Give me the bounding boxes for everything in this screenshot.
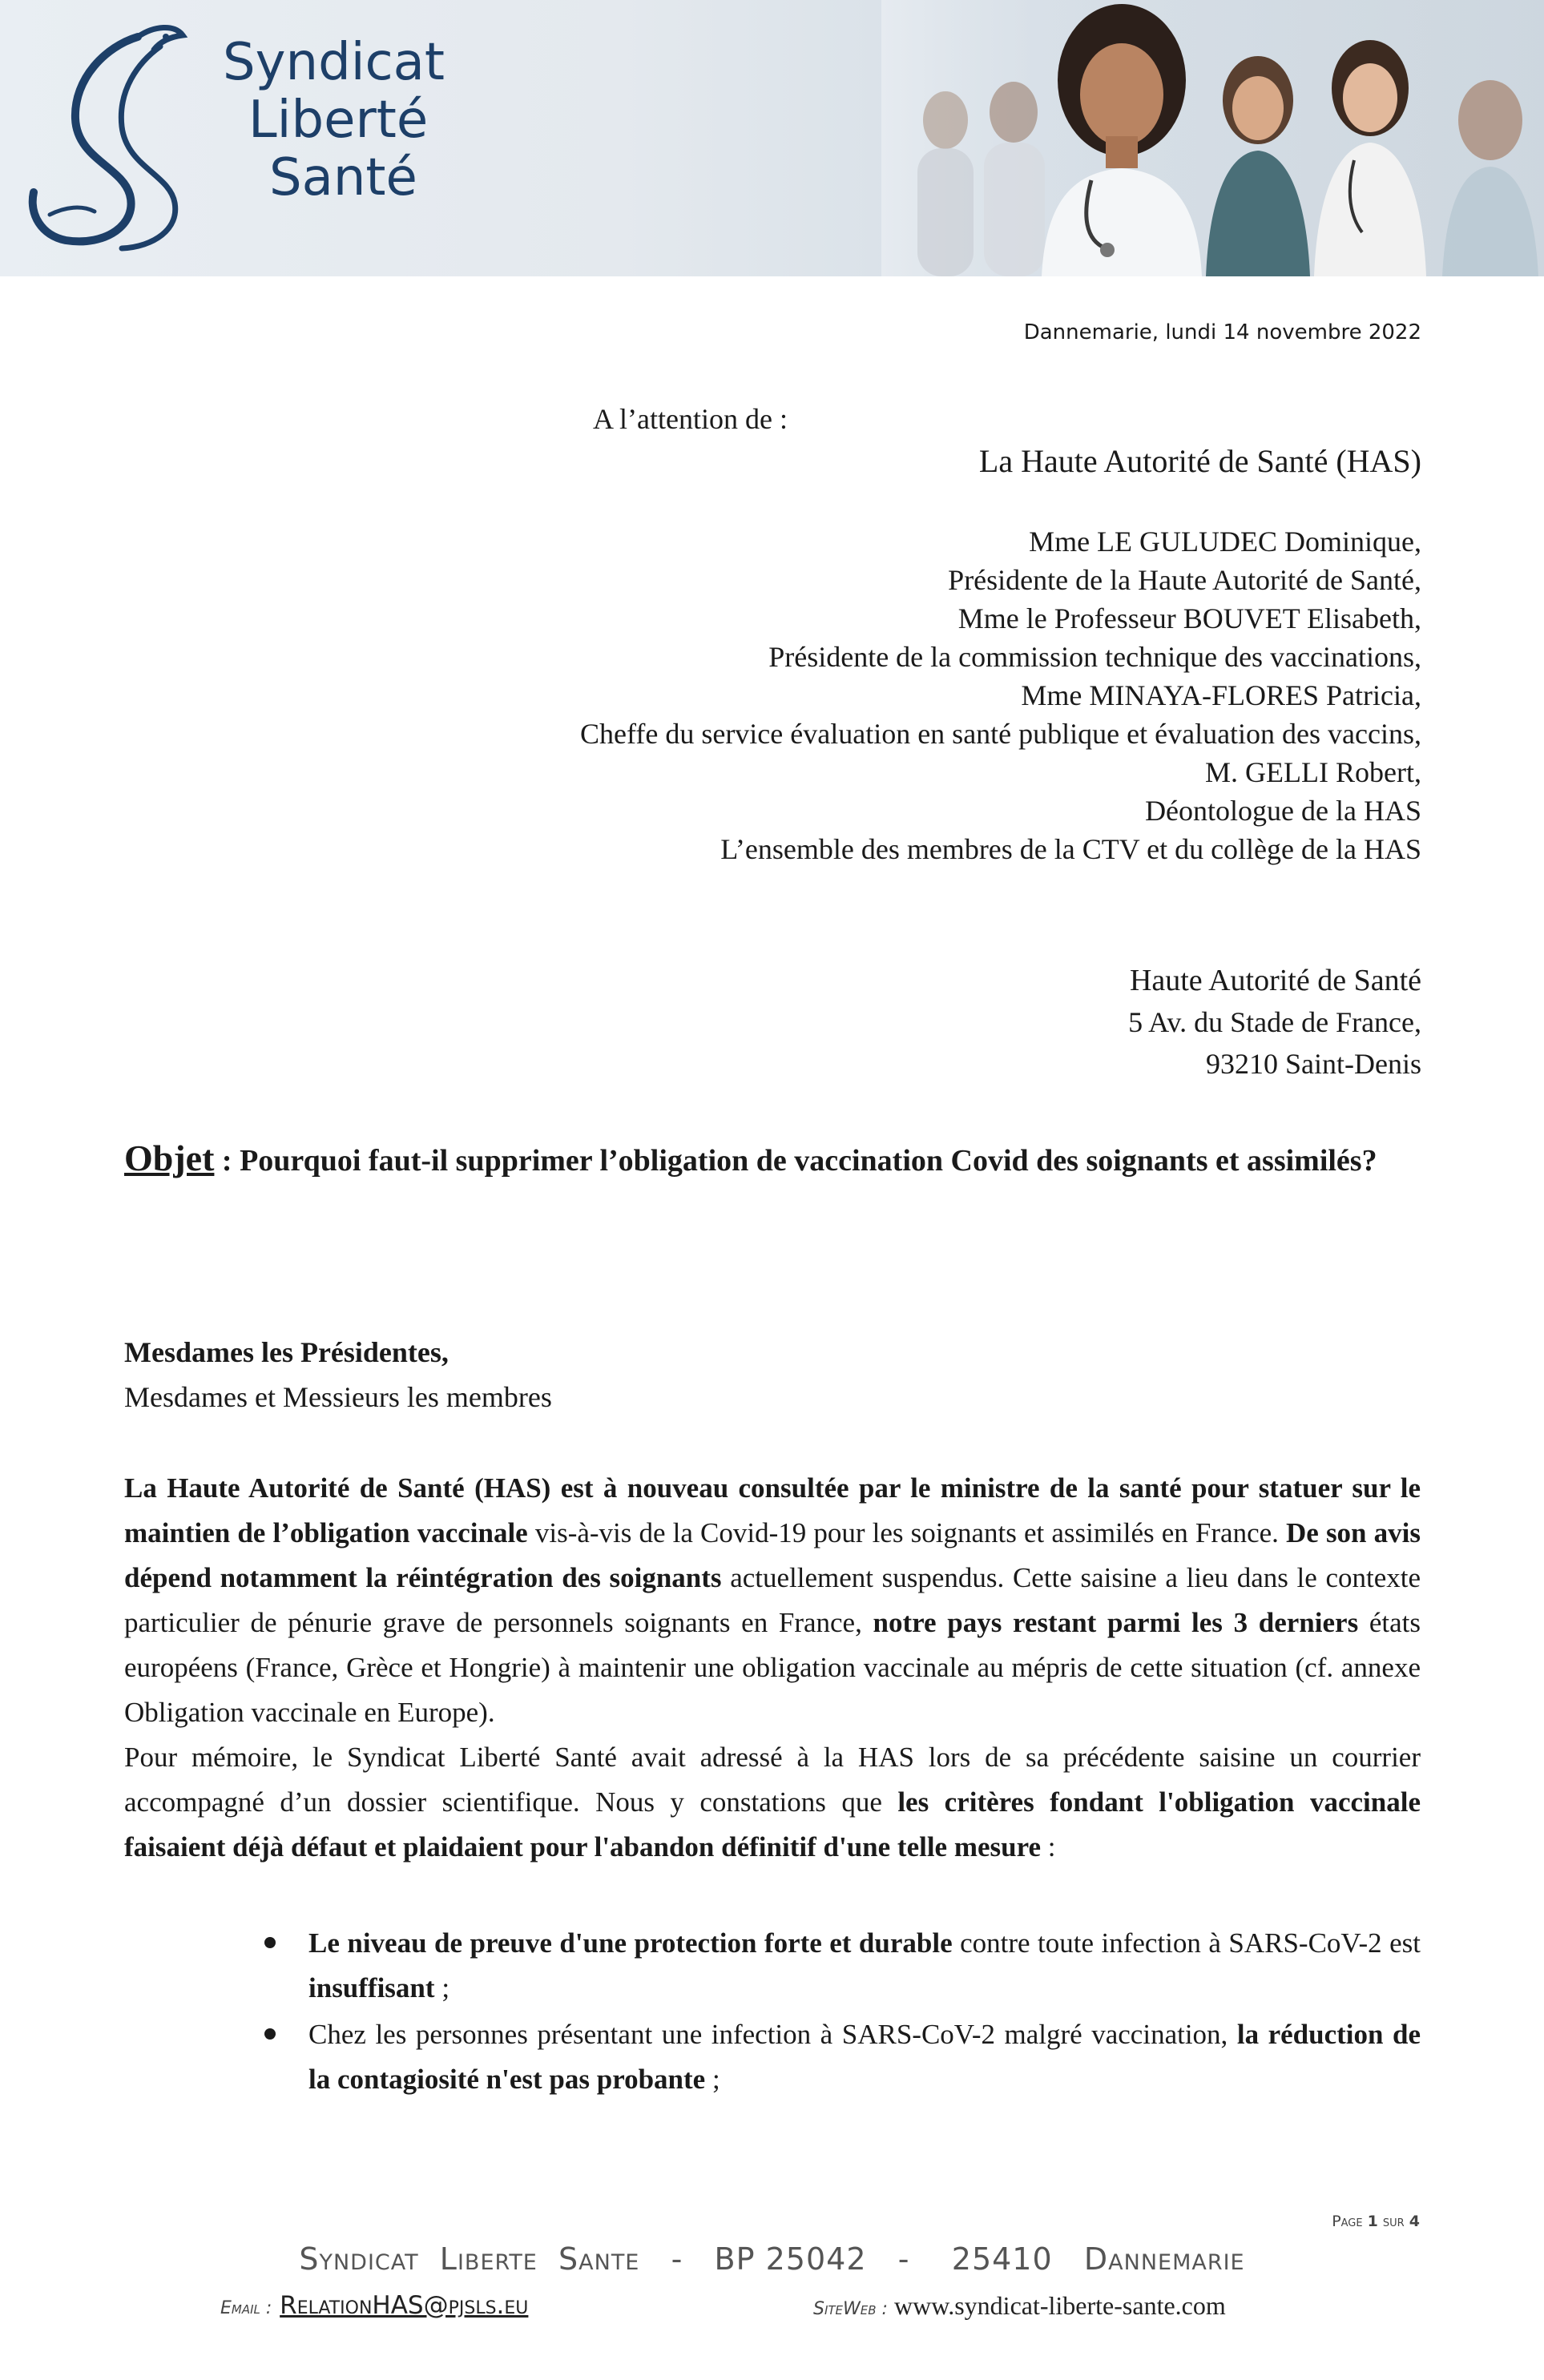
logo-line-2: Liberté	[248, 91, 429, 150]
salutation	[124, 1330, 552, 1420]
attention-label: A l’attention de :	[593, 403, 788, 435]
footer-email	[220, 2291, 528, 2320]
body-text: Pour mémoire, le Syndicat Liberté Santé avait adressé à la HAS lors de sa précédente saisine un courrier accompagné d’un dossier scientifique. Nous y constations que	[124, 1742, 1421, 1818]
email-link[interactable]: RelationHAS@pjsls.eu	[280, 2291, 529, 2320]
logo-line-3: Santé	[269, 148, 417, 207]
recipient-line: L’ensemble des membres de la CTV et du collège de la HAS	[720, 833, 1421, 865]
footer-organization: Syndicat Liberte Sante - BP 25042 - 25410 Dannemarie	[299, 2241, 1245, 2277]
recipient-line: M. GELLI Robert,	[1205, 756, 1421, 788]
recipient-line: Mme LE GULUDEC Dominique,	[1029, 526, 1421, 558]
address-line: 5 Av. du Stade de France,	[1128, 1006, 1421, 1038]
bold-text: La Haute Autorité de Santé (HAS) est à nouveau consultée par le ministre de la santé pour statuer sur le maintien de l’obligation vaccinale	[124, 1472, 1421, 1548]
address-line: Haute Autorité de Santé	[1129, 964, 1421, 997]
dove-logo-icon	[18, 14, 218, 255]
list-item	[264, 2012, 1421, 2102]
letter-date: Dannemarie, lundi 14 novembre 2022	[1023, 320, 1421, 344]
email-label: Email :	[220, 2298, 272, 2318]
body-paragraph-1	[124, 1466, 1421, 1735]
criteria-list	[264, 1921, 1421, 2104]
recipient-line: Déontologue de la HAS	[1145, 795, 1421, 827]
recipient-line: Cheffe du service évaluation en santé publique et évaluation des vaccins,	[580, 718, 1421, 750]
recipient-line: Mme MINAYA-FLORES Patricia,	[1021, 679, 1421, 711]
recipient-line: Présidente de la Haute Autorité de Santé,	[948, 564, 1421, 596]
body-text: ;	[705, 2064, 720, 2095]
letter-body	[124, 1466, 1421, 1870]
body-text: contre toute infection à SARS-CoV-2 est	[952, 1927, 1421, 1959]
logo-wordmark	[223, 34, 445, 207]
healthcare-workers-photo	[881, 0, 1544, 276]
website-link[interactable]: www.syndicat-liberte-sante.com	[893, 2291, 1226, 2320]
recipient-line: Présidente de la commission technique des vaccinations,	[768, 641, 1421, 673]
body-text: vis-à-vis de la Covid-19 pour les soignants et assimilés en France.	[527, 1517, 1287, 1548]
subject-separator: :	[214, 1144, 240, 1178]
salutation-line-2: Mesdames et Messieurs les membres	[124, 1381, 552, 1413]
page-total: 4	[1409, 2213, 1420, 2230]
bold-text: les critères fondant l'obligation vaccinale faisaient déjà défaut et plaidaient pour l'abandon définitif d'une telle mesure	[124, 1786, 1421, 1863]
bold-text: De son avis dépend notamment la réintégration des soignants	[124, 1517, 1421, 1593]
page-number	[1332, 2213, 1420, 2230]
postal-address	[1128, 960, 1421, 1085]
bold-text: insuffisant	[308, 1972, 435, 2003]
salutation-line-1: Mesdames les Présidentes,	[124, 1336, 449, 1368]
body-paragraph-2	[124, 1735, 1421, 1870]
bold-text: Le niveau de preuve d'une protection forte et durable	[308, 1927, 953, 1959]
page-mid: sur	[1377, 2213, 1409, 2230]
logo-line-1: Syndicat	[223, 33, 445, 92]
address-line: 93210 Saint-Denis	[1206, 1048, 1421, 1080]
subject-label: Objet	[124, 1138, 215, 1178]
recipient-line: Mme le Professeur BOUVET Elisabeth,	[957, 602, 1421, 634]
body-text: Chez les personnes présentant une infection à SARS-CoV-2 malgré vaccination,	[308, 2019, 1237, 2050]
footer-website	[813, 2291, 1226, 2321]
bold-text: la réduction de la contagiosité n'est pas probante	[308, 2019, 1421, 2095]
addressee: La Haute Autorité de Santé (HAS)	[978, 443, 1421, 479]
page-prefix: Page	[1332, 2213, 1368, 2230]
subject-text: Pourquoi faut-il supprimer l’obligation de vaccination Covid des soignants et assimilés?	[240, 1144, 1377, 1178]
recipients-list	[540, 522, 1421, 868]
letter-subject	[124, 1136, 1422, 1183]
body-text: états européens (France, Grèce et Hongrie) à maintenir une obligation vaccinale au mépris de cette situation (cf. annexe Obligation vaccinale en Europe).	[124, 1607, 1421, 1728]
header-banner	[0, 0, 1544, 276]
website-label: SiteWeb :	[813, 2299, 888, 2319]
body-text: actuellement suspendus. Cette saisine a lieu dans le contexte particulier de pénurie grave de personnels soignants en France,	[124, 1562, 1421, 1638]
page-current: 1	[1367, 2213, 1378, 2230]
body-text: :	[1041, 1831, 1056, 1863]
list-item	[264, 1921, 1421, 2011]
bold-text: notre pays restant parmi les 3 derniers	[873, 1607, 1359, 1638]
body-text: ;	[434, 1972, 450, 2003]
